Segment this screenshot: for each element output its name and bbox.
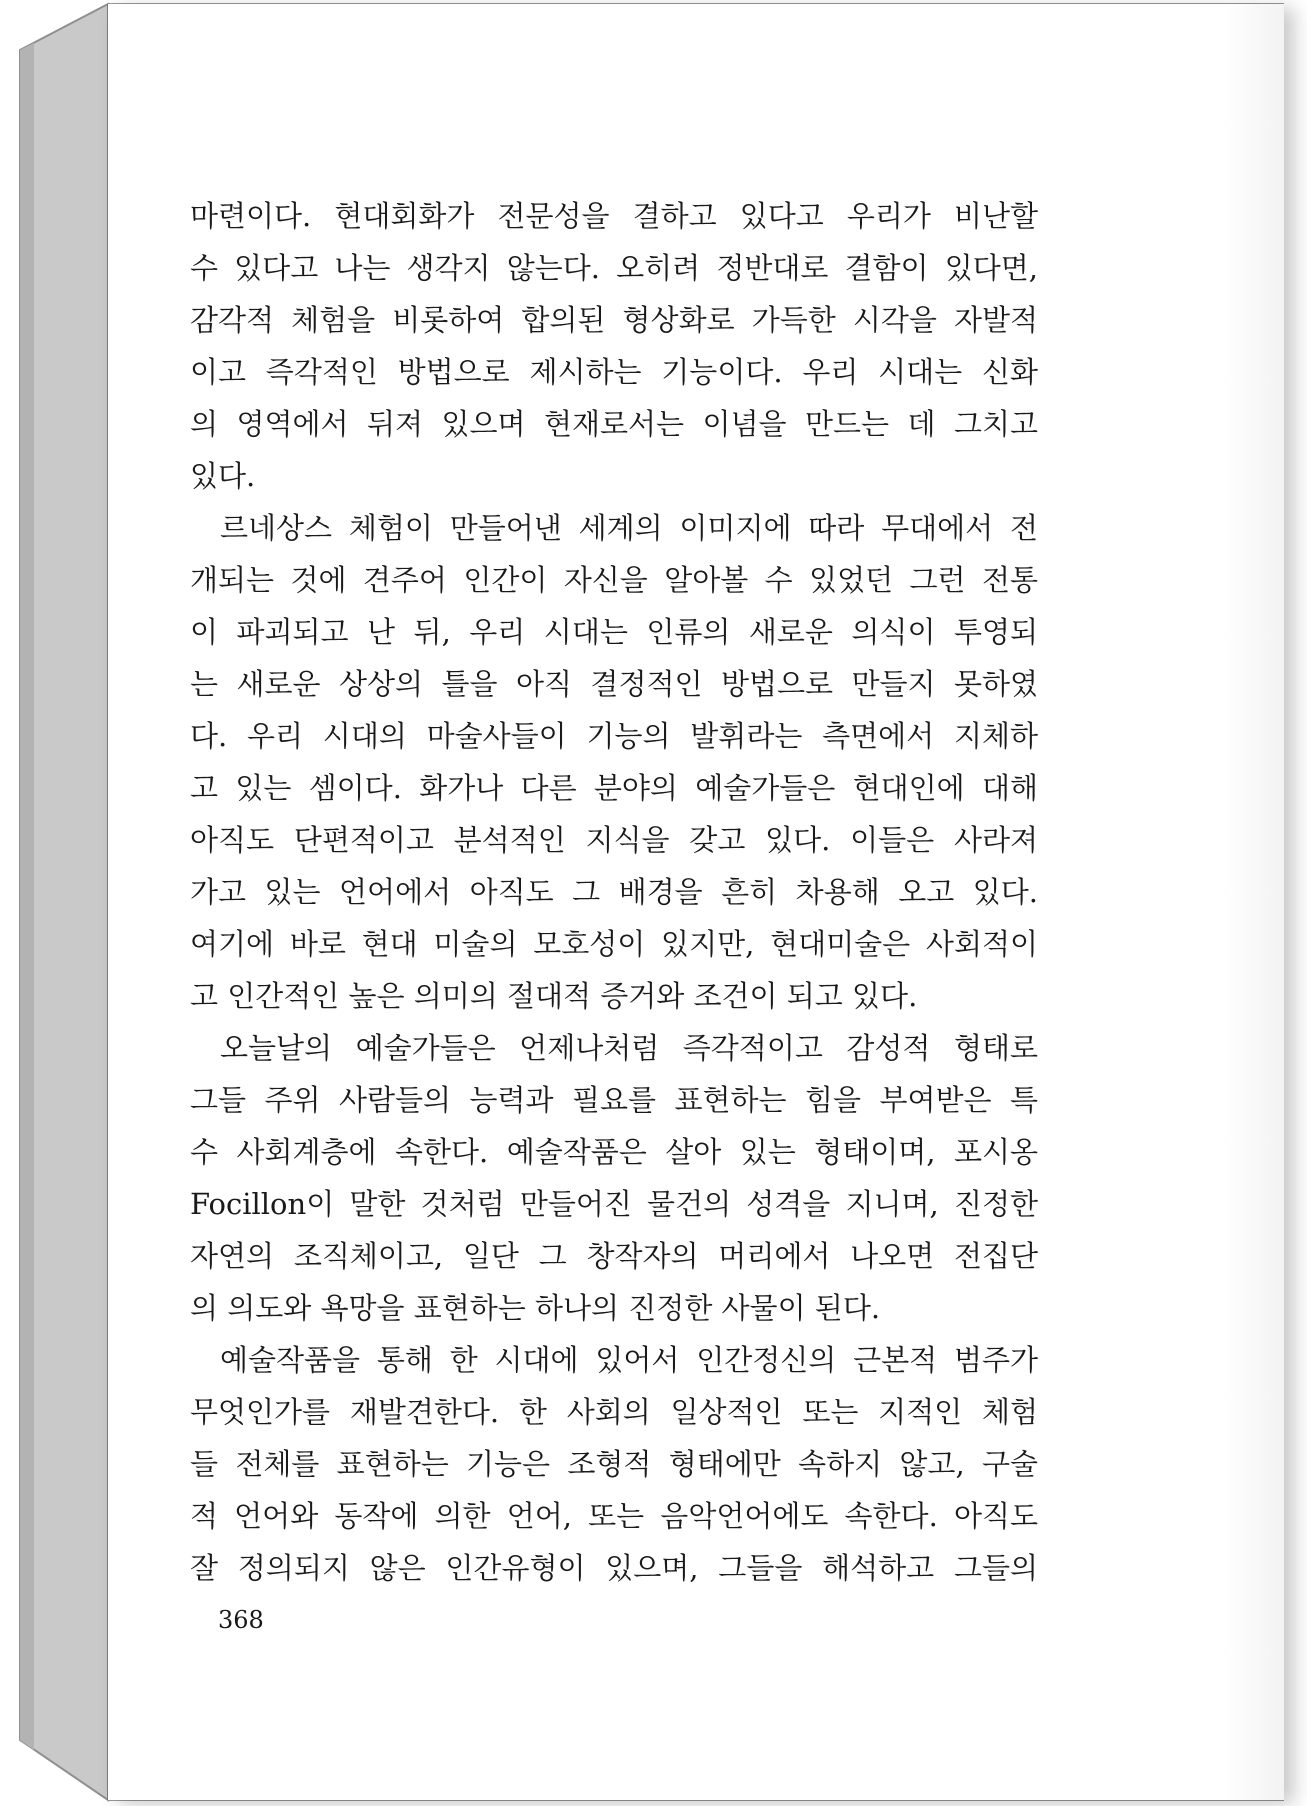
text-line: 의 영역에서 뒤져 있으며 현재로서는 이념을 만드는 데 그치고 [190, 407, 1038, 441]
page-body-text [190, 190, 1038, 1594]
text-line: 르네상스 체험이 만들어낸 세계의 이미지에 따라 무대에서 전 [220, 511, 1038, 545]
text-line: 아직도 단편적이고 분석적인 지식을 갖고 있다. 이들은 사라져 [190, 823, 1038, 857]
text-line: 고 인간적인 높은 의미의 절대적 증거와 조건이 되고 있다. [190, 979, 918, 1013]
text-line: 이 파괴되고 난 뒤, 우리 시대는 인류의 새로운 의식이 투영되 [190, 615, 1038, 649]
text-line: 가고 있는 언어에서 아직도 그 배경을 흔히 차용해 오고 있다. [190, 875, 1038, 909]
book-spine-shade [20, 43, 34, 1750]
text-line: 있다. [190, 459, 256, 493]
text-line: 이고 즉각적인 방법으로 제시하는 기능이다. 우리 시대는 신화 [190, 355, 1038, 389]
text-line: 수 있다고 나는 생각지 않는다. 오히려 정반대로 결함이 있다면, [190, 251, 1038, 285]
text-line: 고 있는 셈이다. 화가나 다른 분야의 예술가들은 현대인에 대해 [190, 771, 1038, 805]
text-line: 자연의 조직체이고, 일단 그 창작자의 머리에서 나오면 전집단 [190, 1239, 1038, 1273]
text-line: 의 의도와 욕망을 표현하는 하나의 진정한 사물이 된다. [190, 1291, 881, 1325]
text-line: 다. 우리 시대의 마술사들이 기능의 발휘라는 측면에서 지체하 [190, 719, 1038, 753]
text-line: 수 사회계층에 속한다. 예술작품은 살아 있는 형태이며, 포시옹 [190, 1135, 1038, 1169]
page-number: 368 [218, 1606, 264, 1634]
text-line: 무엇인가를 재발견한다. 한 사회의 일상적인 또는 지적인 체험 [190, 1395, 1038, 1429]
text-line: 는 새로운 상상의 틀을 아직 결정적인 방법으로 만들지 못하였 [190, 667, 1038, 701]
text-line: 들 전체를 표현하는 기능은 조형적 형태에만 속하지 않고, 구술 [190, 1447, 1038, 1481]
text-line: 그들 주위 사람들의 능력과 필요를 표현하는 힘을 부여받은 특 [190, 1083, 1038, 1117]
text-line: 잘 정의되지 않은 인간유형이 있으며, 그들을 해석하고 그들의 [190, 1551, 1038, 1585]
text-line: 오늘날의 예술가들은 언제나처럼 즉각적이고 감성적 형태로 [220, 1031, 1038, 1065]
text-line: Focillon이 말한 것처럼 만들어진 물건의 성격을 지니며, 진정한 [190, 1187, 1038, 1221]
text-line: 예술작품을 통해 한 시대에 있어서 인간정신의 근본적 범주가 [220, 1343, 1038, 1377]
text-line: 개되는 것에 견주어 인간이 자신을 알아볼 수 있었던 그런 전통 [190, 563, 1038, 597]
text-line: 마련이다. 현대회화가 전문성을 결하고 있다고 우리가 비난할 [190, 199, 1038, 233]
text-line: 여기에 바로 현대 미술의 모호성이 있지만, 현대미술은 사회적이 [190, 927, 1038, 961]
text-line: 적 언어와 동작에 의한 언어, 또는 음악언어에도 속한다. 아직도 [190, 1499, 1038, 1533]
text-line: 감각적 체험을 비롯하여 합의된 형상화로 가득한 시각을 자발적 [190, 303, 1038, 337]
